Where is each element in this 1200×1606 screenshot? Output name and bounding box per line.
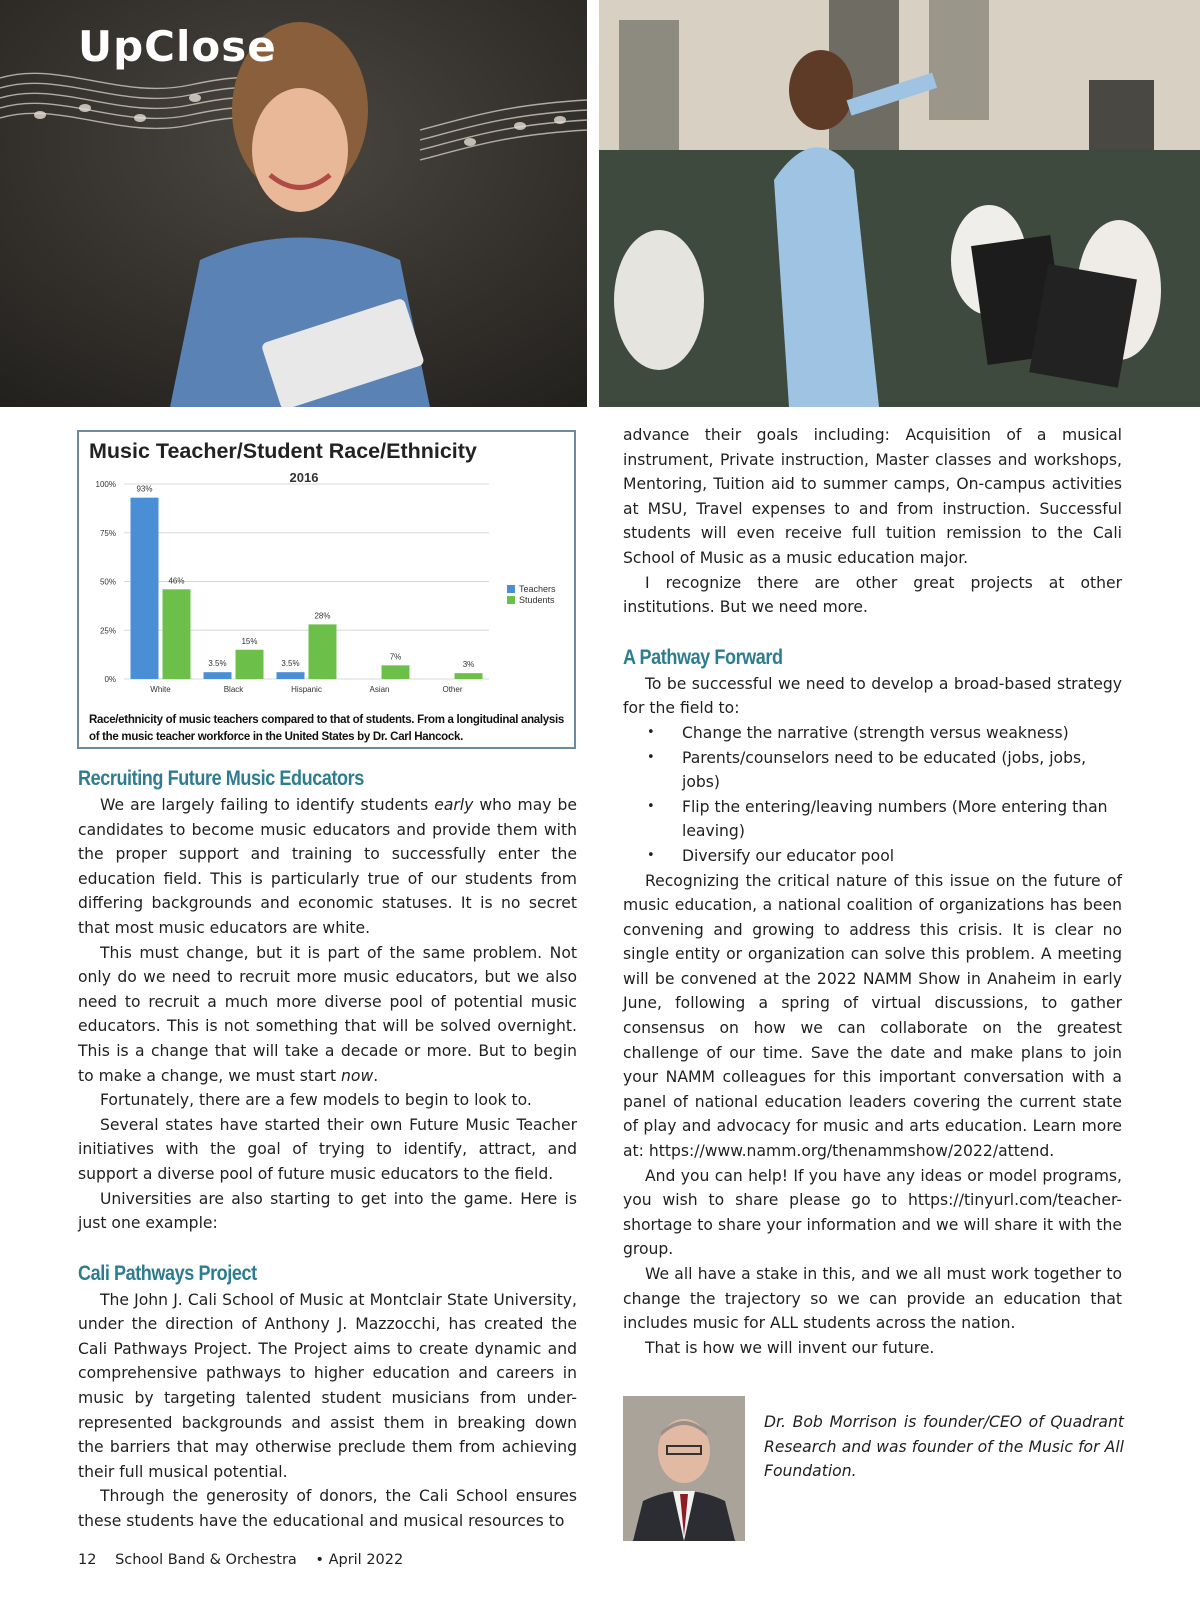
paragraph: Several states have started their own Future Music Teacher initiatives with the goal of trying to identify, attract, and support a diverse pool of future music educators to the field. xyxy=(78,1115,577,1183)
list-item: • Change the narrative (strength versus weakness) xyxy=(623,721,1122,746)
y-tick-label: 25% xyxy=(99,626,116,636)
bar xyxy=(277,672,305,679)
left-column xyxy=(78,765,577,1534)
data-label: 3.5% xyxy=(281,659,300,669)
bar xyxy=(455,673,483,679)
chart-box xyxy=(77,430,576,749)
bar xyxy=(236,650,264,679)
heading-pathway: A Pathway Forward xyxy=(623,645,783,669)
x-tick-label: Black xyxy=(223,685,244,694)
band-photo xyxy=(599,0,1200,407)
strategy-list xyxy=(623,721,1122,869)
x-tick-label: Other xyxy=(442,685,463,694)
paragraph: Through the generosity of donors, the Cali School ensures these students have the educational and musical resources to xyxy=(78,1487,577,1531)
y-tick-label: 75% xyxy=(99,528,116,538)
right-column xyxy=(623,423,1122,1360)
chart-subtitle: 2016 xyxy=(289,470,319,485)
paragraph: We are largely failing to identify students early who may be candidates to become music educators and provide them with the proper support and training to successfully enter the education field. This is particularly true of our students from differing backgrounds and economic statuses. It is no secret that most music educators are white. xyxy=(78,796,578,937)
paragraph: That is how we will invent our future. xyxy=(645,1338,935,1357)
list-item: • Diversify our educator pool xyxy=(623,844,1122,869)
legend-swatch xyxy=(507,596,515,604)
bar xyxy=(131,498,159,679)
list-item: • Parents/counselors need to be educated (jobs, jobs, jobs) xyxy=(623,746,1122,795)
paragraph: Fortunately, there are a few models to begin to look to. xyxy=(100,1091,532,1110)
bar xyxy=(382,665,410,679)
chart-caption: Race/ethnicity of music teachers compared to that of students. From a longitudinal analysis of the music teacher workforce in the United States by Dr. Carl Hancock. xyxy=(89,714,564,743)
section-label: UpClose xyxy=(78,22,277,71)
data-label: 3% xyxy=(462,660,475,670)
legend-label: Students xyxy=(519,595,555,605)
y-tick-label: 100% xyxy=(95,480,116,489)
heading-recruiting: Recruiting Future Music Educators xyxy=(78,767,364,790)
paragraph: Universities are also starting to get into the game. Here is just one example: xyxy=(78,1189,577,1233)
y-tick-label: 0% xyxy=(104,675,116,684)
list-item: • Flip the entering/leaving numbers (More entering than leaving) xyxy=(623,795,1122,844)
data-label: 15% xyxy=(241,636,258,646)
x-tick-label: Hispanic xyxy=(291,685,322,694)
bar xyxy=(309,624,337,679)
bar xyxy=(163,589,191,679)
chart-title: Music Teacher/Student Race/Ethnicity xyxy=(89,439,477,463)
author-photo xyxy=(623,1396,745,1541)
paragraph: To be successful we need to develop a broad-based strategy for the field to: xyxy=(623,674,1122,718)
data-label: 7% xyxy=(389,652,402,662)
paragraph: advance their goals including: Acquisition of a musical instrument, Private instruction, Master classes and workshops, Mentoring, Tuition aid to summer camps, On-campus activities at MSU, Travel expenses to and from instruction. Successful students will even receive full tuition remission to the Cali School of Music as a music education major. xyxy=(623,426,1122,567)
data-label: 3.5% xyxy=(208,659,227,669)
x-tick-label: Asian xyxy=(369,685,390,694)
paragraph: This must change, but it is part of the same problem. Not only do we need to recruit more music educators, but we also need to recruit a much more diverse pool of potential music educators. This is not something that will be solved overnight. This is a change that will take a decade or more. But to begin to make a change, we must start now. xyxy=(78,943,577,1085)
author-bio: Dr. Bob Morrison is founder/CEO of Quadrant Research and was founder of the Music for All Foundation. xyxy=(764,1413,1124,1481)
legend-swatch xyxy=(507,585,515,593)
legend-label: Teachers xyxy=(519,584,556,594)
bar-chart xyxy=(79,432,574,712)
paragraph: We all have a stake in this, and we all must work together to change the trajectory so we can provide an education that includes music for ALL students across the nation. xyxy=(623,1265,1122,1333)
paragraph: The John J. Cali School of Music at Montclair State University, under the direction of Anthony J. Mazzocchi, has created the Cali Pathways Project. The Project aims to create dynamic and comprehensive pathways to higher education and careers in music by targeting talented student musicians from under-represented backgrounds and assist them in breaking down the barriers that may otherwise preclude them from achieving their full musical potential. xyxy=(78,1290,577,1481)
x-tick-label: White xyxy=(150,685,171,694)
paragraph: Recognizing the critical nature of this issue on the future of music education, a national coalition of organizations has been convening and growing to address this crisis. It is clear no single entity or organization can solve this problem. A meeting will be convened at the 2022 NAMM Show in Anaheim in early June, following a spring of virtual discussions, to gather consensus on how we can collaborate on the greatest challenge of our time. Save the date and make plans to join your NAMM colleagues for this important conversation with a panel of national education leaders covering the current state of play and advocacy for music and arts education. Learn more at: https://www.namm.org/thenammshow/2022/attend. xyxy=(623,871,1122,1161)
paragraph: And you can help! If you have any ideas or model programs, you wish to share please go to https://tinyurl.com/teacher-shortage to share your information and we will share it with the group. xyxy=(623,1166,1122,1259)
data-label: 28% xyxy=(314,611,331,621)
page-footer xyxy=(78,1552,417,1568)
y-tick-label: 50% xyxy=(99,577,116,587)
issue-date: • April 2022 xyxy=(315,1552,404,1568)
publication-name: School Band & Orchestra xyxy=(115,1552,297,1568)
paragraph: I recognize there are other great projects at other institutions. But we need more. xyxy=(623,573,1122,617)
data-label: 93% xyxy=(136,484,153,494)
page-number: 12 xyxy=(78,1552,97,1568)
bar xyxy=(204,672,232,679)
data-label: 46% xyxy=(168,576,185,586)
heading-cali: Cali Pathways Project xyxy=(78,1261,257,1285)
